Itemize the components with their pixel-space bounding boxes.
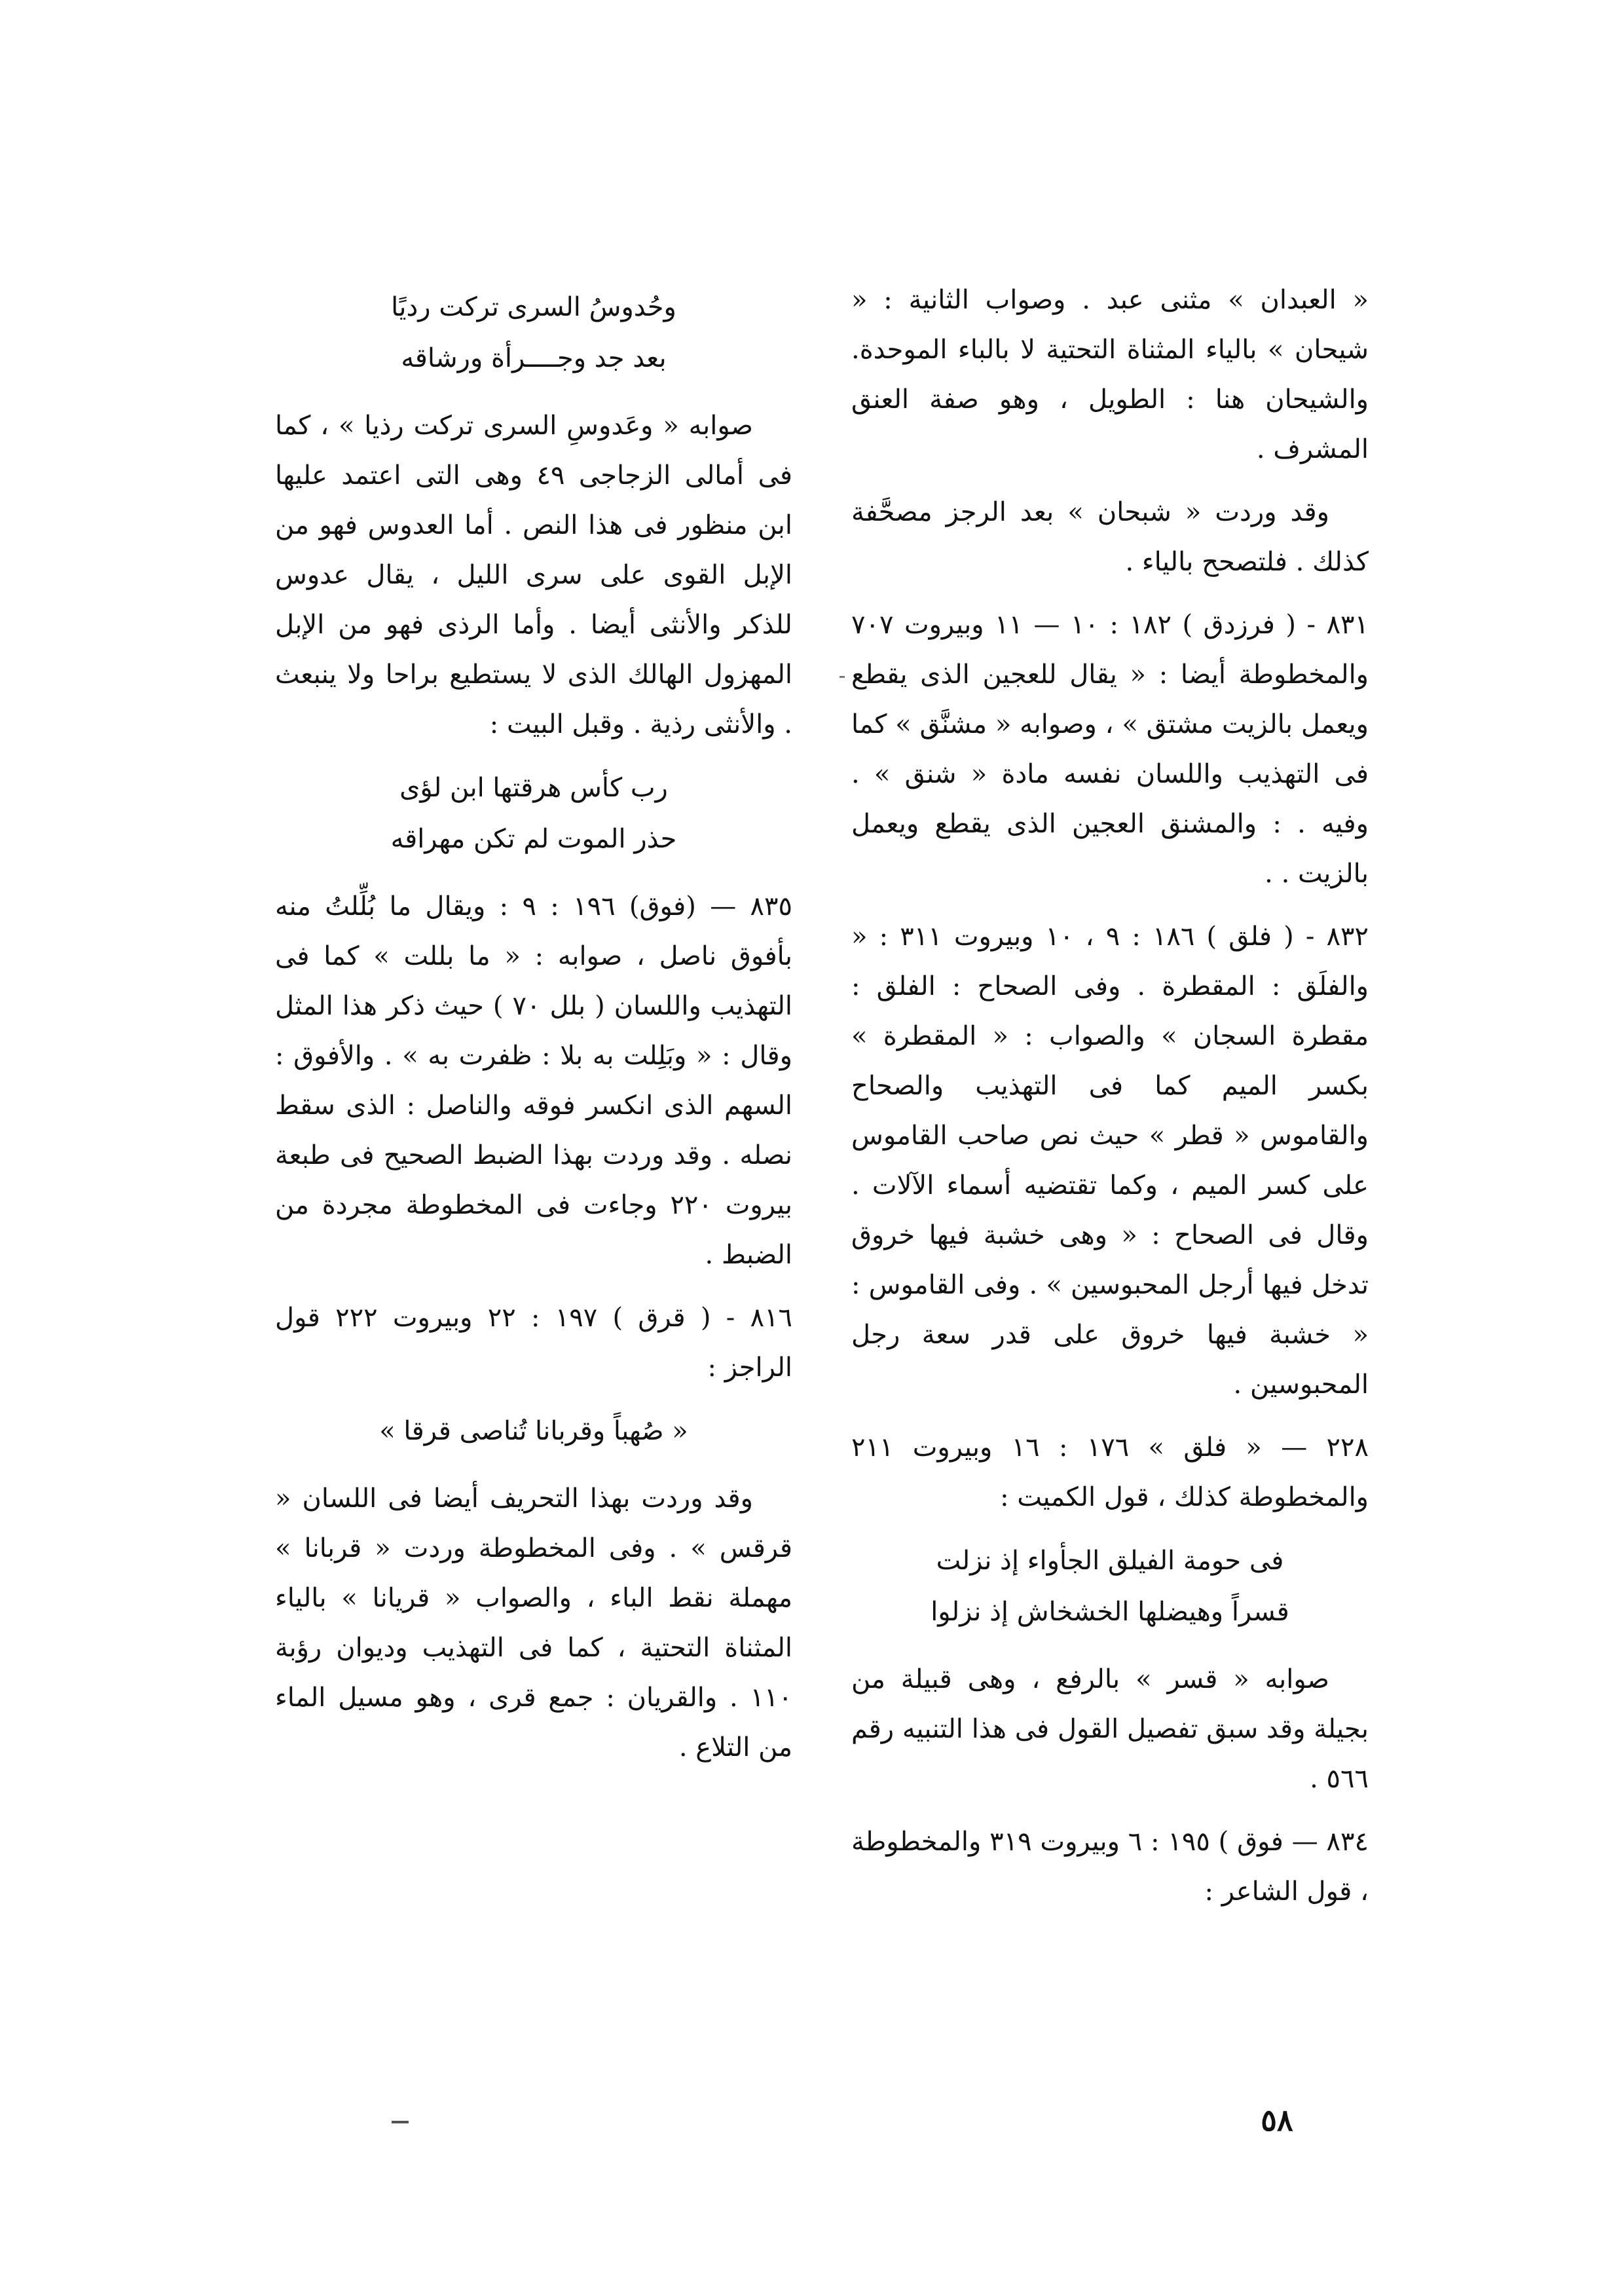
verse-line: حذر الموت لم تكن مهراقه [390, 824, 677, 854]
page-number: ٥٨ [1261, 2102, 1293, 2138]
paragraph-qasr-correction: صوابه « قسر » بالرفع ، وهى قبيلة من بجيلة وقد سبق تفصيل القول فى هذا التنبيه رقم ٥٦٦ . [851, 1664, 1369, 1794]
verse-kumait [851, 1535, 1369, 1637]
paragraph-qurban-correction: وقد وردت بهذا التحريف أيضا فى اللسان « قرقس » . وفى المخطوطة وردت « قربانا » مهملة نقط الباء ، والصواب « قريانا » بالياء المثناة التحتية ، كما فى التهذيب وديوان رؤبة ١١٠ . والقريان : جمع قرى ، وهو مسيل الماء من التلاع . [275, 1483, 792, 1763]
right-text-column [851, 275, 1369, 1930]
verse-rubba-kas [275, 762, 792, 865]
paragraph-shabhan-correction: وقد وردت « شبحان » بعد الرجز مصحَّفة كذلك . فلتصحح بالياء . [851, 497, 1369, 577]
entry-831-farazdaq: ٨٣١ - ( فرزدق ) ١٨٢ : ١٠ — ١١ وبيروت ٧٠٧ والمخطوطة أيضا : « يقال للعجين الذى يقطع ويعمل بالزيت مشتق » ، وصوابه « مشنَّق » كما فى التهذيب واللسان نفسه مادة « شنق » . وفيه . : والمشنق العجين الذى يقطع ويعمل بالزيت . . [851, 610, 1369, 889]
verse-line: « صُهباً وقربانا تُناصى قرقا » [379, 1416, 688, 1446]
verse-line: فى حومة الفيلق الجأواء إذ نزلت [936, 1546, 1284, 1576]
footer-mark [392, 2121, 409, 2123]
paragraph-adus-correction: صوابه « وعَدوسِ السرى تركت رذيا » ، كما فى أمالى الزجاجى ٤٩ وهى التى اعتمد عليها ابن منظور فى هذا النص . أما العدوس فهو من الإبل القوى على سرى الليل ، يقال عدوس للذكر والأنثى أيضا . وأما الرذى فهو من الإبل المهزول الهالك الذى لا يستطيع براحا ولا ينبعث . والأنثى رذية . وقبل البيت : [275, 411, 792, 739]
scan-speck [840, 676, 845, 678]
entry-228-falaq-kumait: ٢٢٨ — « فلق » ١٧٦ : ١٦ وبيروت ٢١١ والمخطوطة كذلك ، قول الكميت : [851, 1432, 1369, 1512]
paragraph-abdan-shihan: « العبدان » مثنى عبد . وصواب الثانية : « شيحان » بالياء المثناة التحتية لا بالباء الموحدة. والشيحان هنا : الطويل ، وهو صفة العنق المشرف . [851, 285, 1369, 464]
verse-suhban-qurbana [275, 1406, 792, 1457]
entry-832-falaq: ٨٣٢ - ( فلق ) ١٨٦ : ٩ ، ١٠ وبيروت ٣١١ : « والفلَق : المقطرة . وفى الصحاح : الفلق : مقطرة السجان » والصواب : « المقطرة » بكسر الميم كما فى التهذيب والصحاح والقاموس « قطر » حيث نص صاحب القاموس على كسر الميم ، وكما تقتضيه أسماء الآلات . وقال فى الصحاح : « وهى خشبة فيها خروق تدخل فيها أرجل المحبوسين » . وفى القاموس : « خشبة فيها خروق على قدر سعة رجل المحبوسين . [851, 922, 1369, 1400]
verse-line: قسراً وهيضلها الخشخاش إذ نزلوا [931, 1597, 1289, 1627]
verse-line: بعد جد وجــــرأة ورشاقه [401, 343, 667, 373]
verse-line: وحُدوسُ السرى تركت رديًا [391, 292, 676, 322]
verse-line: رب كأس هرقتها ابن لؤى [399, 773, 668, 803]
entry-835-fawq: ٨٣٥ — (فوق) ١٩٦ : ٩ : ويقال ما بُلِّلتُ منه بأفوق ناصل ، صوابه : « ما بللت » كما فى التهذيب واللسان ( بلل ٧٠ ) حيث ذكر هذا المثل وقال : « وبَلِلت به بلا : ظفرت به » . والأفوق : السهم الذى انكسر فوقه والناصل : الذى سقط نصله . وقد وردت بهذا الضبط الصحيح فى طبعة بيروت ٢٢٠ وجاءت فى المخطوطة مجردة من الضبط . [275, 891, 793, 1270]
verse-hudus-al-sura [275, 282, 792, 384]
left-text-column [275, 275, 792, 1785]
entry-834-fawq: ٨٣٤ — فوق ) ١٩٥ : ٦ وبيروت ٣١٩ والمخطوطة ، قول الشاعر : [851, 1827, 1369, 1907]
entry-816-qarq: ٨١٦ - ( قرق ) ١٩٧ : ٢٢ وبيروت ٢٢٢ قول الراجز : [275, 1303, 793, 1383]
